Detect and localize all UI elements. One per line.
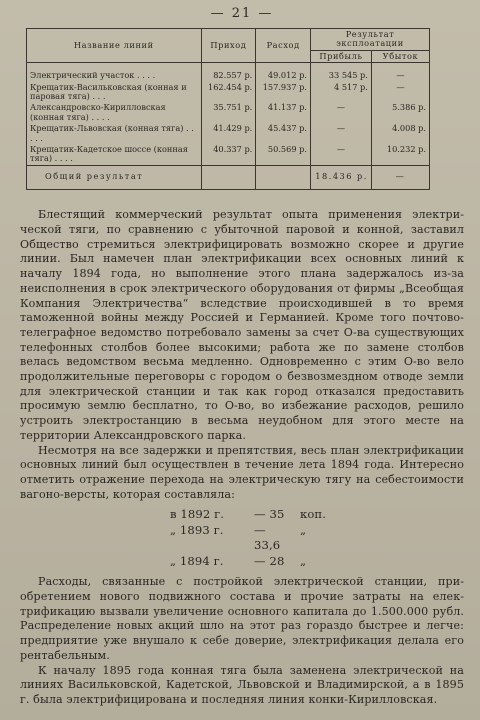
expense-value: 157.937 р. — [256, 82, 311, 103]
income-value: 82.557 р. — [201, 63, 256, 82]
total-profit: 18.436 р. — [311, 165, 372, 189]
profit-value: — — [311, 144, 372, 165]
line-name: Александровско-Кирилловская (конная тяга) . . . . — [27, 102, 202, 123]
income-value: 41.429 р. — [201, 123, 256, 144]
cost-year: „ 1893 г. — [170, 522, 224, 537]
loss-value: 10.232 р. — [371, 144, 429, 165]
expense-value: 41.137 р. — [256, 102, 311, 123]
line-name: Крещатик-Львовская (конная тяга) . . . . . — [27, 123, 202, 144]
list-item — [170, 554, 464, 570]
header-income: Приход — [201, 29, 256, 63]
loss-value: — — [371, 82, 429, 103]
table-row — [27, 123, 430, 144]
cost-year: „ 1894 г. — [170, 553, 224, 568]
total-label: Общий результат — [27, 165, 202, 189]
operation-results-table — [26, 28, 430, 190]
paragraph: К началу 1895 года конная тяга была заменена электрической на линиях Васильковской, Кадетской, Львовской и Владимирской, а в 1895 г. была электрифицирована и последняя линия конки-Кирилловская. — [20, 663, 464, 706]
profit-value: 33 545 р. — [311, 63, 372, 82]
list-item — [170, 523, 464, 554]
loss-value: — — [371, 63, 429, 82]
line-name: Крещатик-Васильковская (конная и паровая тяга) . . . — [27, 82, 202, 103]
line-name: Крещатик-Кадетское шоссе (конная тяга) . . . . — [27, 144, 202, 165]
header-loss: Убыток — [371, 50, 429, 62]
paragraph: Несмотря на все задержки и препятствия, весь план электрификации основных линий был осуществлен в течение лета 1894 года. Интересно отметить отражение перехода на электрическую тягу на себестоимости вагоно-версты, которая составляла: — [20, 443, 464, 501]
loss-value: 5.386 р. — [371, 102, 429, 123]
profit-value: — — [311, 123, 372, 144]
cost-unit: „ — [300, 553, 307, 568]
table-row — [27, 102, 430, 123]
cost-value: — 28 — [254, 553, 285, 568]
cost-unit: „ — [300, 522, 307, 537]
cost-value: — 33,6 — [254, 522, 281, 553]
total-loss: — — [371, 165, 429, 189]
table-row — [27, 63, 430, 82]
expense-value: 49.012 р. — [256, 63, 311, 82]
cost-per-verst-list — [170, 507, 464, 569]
total-row — [27, 165, 430, 189]
paragraph: Блестящий коммерческий результат опыта применения электрической тяги, по сравнению с убыточной паровой и конной, заставил Общество стремиться электрифицировать возможно скорее и другие линии. Был намечен план электрификации всех основных линий к началу 1894 года, но выполнение этого плана задержалось из-за неисполнения в срок электрического оборудования от фирмы „Всеобщая Компания Электричества“ вследствие происходившей в то время таможенной войны между Россией и Германией. Кроме того почтово-телеграфное ведомство потребовало замены за счет О-ва существующих телефонных столбов более высокими; работа же по замене столбов велась ведомством весьма медленно. Одновременно с этим О-во вело продолжительные переговоры с городом о безвозмездном отводе земли для электрической станции и так как город отказался предоставить просимую землю бесплатно, то О-во, во избежание расходов, решило устроить электростанцию в весьма неудобном для этого месте на территории Александровского парка. — [20, 208, 464, 442]
header-result: Результат эксплоатации — [311, 29, 430, 51]
list-item — [170, 507, 464, 523]
income-value: 162.454 р. — [201, 82, 256, 103]
expense-value: 50.569 р. — [256, 144, 311, 165]
table-row — [27, 82, 430, 103]
main-text — [20, 208, 464, 707]
cost-unit: коп. — [300, 507, 327, 522]
header-profit: Прибыль — [311, 50, 372, 62]
paragraph: Расходы, связанные с постройкой электрической станции, приобретением нового подвижного состава и прочие затраты на електрификацию вызвали увеличение основного капитала до 1.500.000 рубл. Распределение новых акций шло на этот раз гораздо быстрее и легче: предприятие уже внушало к себе доверие, электрификация делала его рентабельным. — [20, 575, 464, 662]
cost-value: — 35 — [254, 507, 285, 522]
header-line-name: Название линий — [27, 29, 202, 63]
income-value: 40.337 р. — [201, 144, 256, 165]
line-name: Электрический участок . . . . — [27, 63, 202, 82]
cost-year: в 1892 г. — [170, 507, 225, 522]
loss-value: 4.008 р. — [371, 123, 429, 144]
profit-value: — — [311, 102, 372, 123]
profit-value: 4 517 р. — [311, 82, 372, 103]
table-row — [27, 144, 430, 165]
expense-value: 45.437 р. — [256, 123, 311, 144]
header-expense: Расход — [256, 29, 311, 63]
page-number: — 21 — — [210, 6, 274, 21]
income-value: 35.751 р. — [201, 102, 256, 123]
